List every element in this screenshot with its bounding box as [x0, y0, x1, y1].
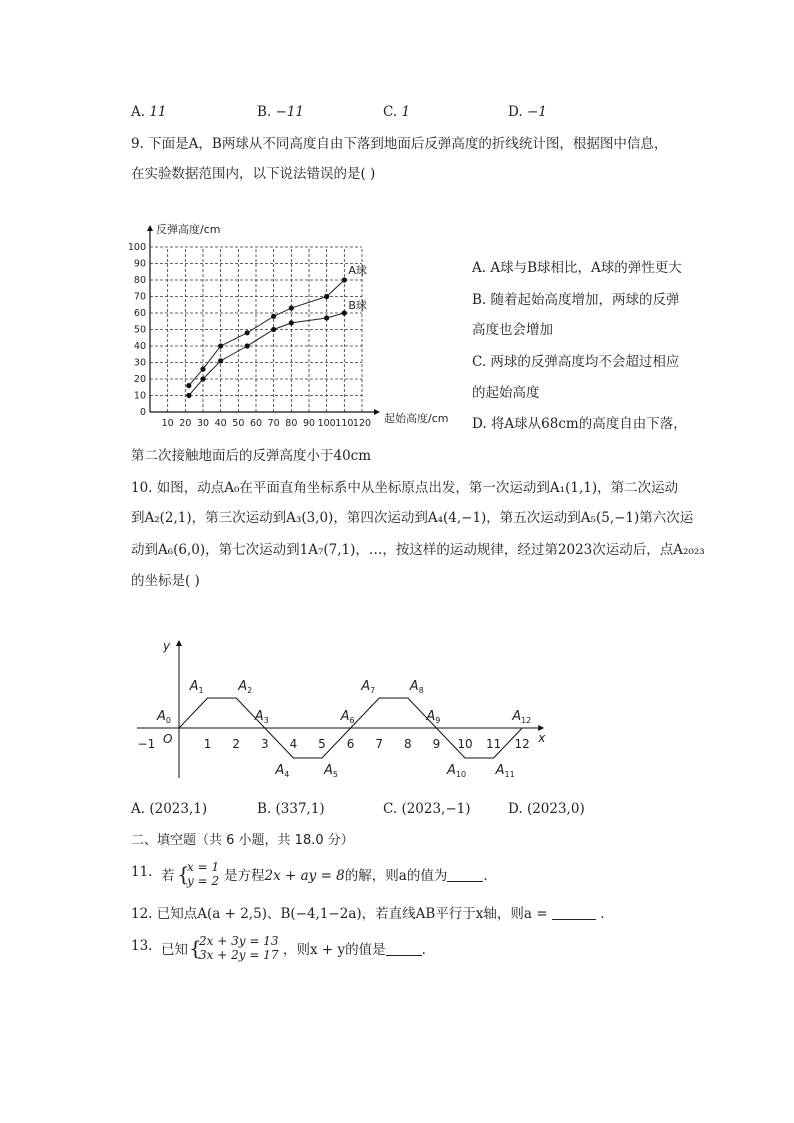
series-b-point [186, 393, 191, 398]
q11-system-line1: x = 1 [187, 860, 220, 874]
series-a-label: A球 [348, 264, 367, 277]
series-a-point [271, 314, 276, 319]
q13-stem: ，则x + y的值是 . [283, 942, 426, 958]
x-tick-label: 7 [375, 737, 384, 751]
point-label-a8: $A_8$ [409, 679, 424, 695]
q13-pre: 已知 [161, 942, 188, 958]
series-a-point [342, 277, 347, 282]
x-tick-label: 20 [179, 418, 192, 429]
q11-number: 11. [131, 864, 153, 880]
q9-option-b-cont: 高度也会增加 [472, 322, 553, 338]
series-b-point [342, 310, 347, 315]
q13-system-line1: 2x + 3y = 13 [199, 934, 279, 948]
q12: 12. 已知点A(a + 2,5)、B(−4,1−2a)，若直线AB平行于x轴，则a = . [131, 906, 605, 922]
x-tick-label: 1 [203, 737, 212, 751]
q10-option-a: A. (2023,1) [131, 801, 208, 817]
x-tick-label: 50 [232, 418, 245, 429]
series-b-label: B球 [348, 299, 367, 312]
y-tick-label: 60 [133, 308, 146, 319]
series-a-point [200, 367, 205, 372]
x-axis-label: x [538, 731, 546, 745]
series-b-point [200, 376, 205, 381]
y-axis-label: y [163, 639, 171, 653]
q8-option-b: B. −11 [257, 104, 305, 120]
series-a-point [218, 343, 223, 348]
point-label-a2: $A_2$ [238, 679, 253, 695]
q8-option-a: A. 11 [131, 104, 167, 120]
q11-pre: 若 [161, 868, 175, 884]
series-b-point [324, 315, 329, 320]
q11-system-line2: y = 2 [187, 874, 220, 888]
x-tick-label: 10 [161, 418, 174, 429]
q9-stem-line1: 9. 下面是A，B两球从不同高度自由下落到地面后反弹高度的折线统计图，根据图中信息， [131, 136, 668, 152]
series-a-point [324, 294, 329, 299]
y-tick-label: 20 [133, 374, 146, 385]
x-axis-arrow [374, 409, 380, 415]
x-tick-label: 5 [318, 737, 326, 751]
y-tick-label: 30 [133, 357, 146, 369]
y-axis-title: 反弹高度/cm [156, 223, 221, 236]
q11-brace: { [177, 862, 190, 886]
series-b-point [218, 358, 223, 363]
q11 [131, 858, 631, 892]
q10-option-c: C. (2023,−1) [383, 801, 471, 817]
x-tick-label: 3 [260, 737, 269, 751]
x-tick-label: 11 [485, 737, 502, 751]
y-tick-label: 70 [133, 291, 146, 303]
x-tick-label: 60 [249, 418, 263, 429]
q13-number: 13. [131, 938, 153, 954]
y-axis-arrow [176, 640, 182, 646]
series-a-point [289, 305, 294, 310]
point-label-a12: $A_{12}$ [512, 709, 532, 725]
y-tick-label: 100 [127, 242, 146, 253]
q8-option-c: C. 1 [383, 104, 411, 120]
series-b-line [189, 313, 344, 396]
q9-option-a: A. A球与B球相比，A球的弹性更大 [472, 260, 682, 276]
series-b-point [245, 343, 250, 348]
y-tick-label: 10 [133, 390, 146, 402]
q13 [131, 932, 631, 966]
x-tick-label: 120 [352, 418, 372, 429]
x-tick-label: 40 [214, 418, 227, 429]
q13-system-line2: 3x + 2y = 17 [199, 948, 279, 962]
y-tick-label: 50 [133, 324, 146, 336]
x-tick-label: 2 [232, 737, 241, 751]
x-tick-label: 9 [432, 737, 441, 751]
series-a-point [186, 383, 191, 388]
x-tick-label: −1 [137, 737, 156, 751]
x-tick-label: 10 [457, 737, 473, 751]
point-label-a10: $A_{10}$ [447, 763, 467, 779]
point-label-a1: $A_1$ [189, 679, 204, 695]
x-tick-label: 110 [335, 418, 354, 429]
series-b-point [271, 327, 276, 332]
q9-option-c: C. 两球的反弹高度均不会超过相应 [472, 354, 680, 370]
q8-option-d: D. −1 [508, 104, 547, 120]
x-tick-label: 6 [346, 737, 355, 751]
q10-stem-line2: 到A₂(2,1)，第三次运动到A₃(3,0)，第四次运动到A₄(4,−1)，第五次运动到A₅(5,−1)第六次运 [131, 510, 694, 526]
point-label-a5: $A_5$ [324, 763, 338, 779]
point-label-a11: $A_{11}$ [495, 763, 515, 779]
x-tick-label: 4 [289, 737, 298, 751]
x-tick-label: 12 [514, 737, 530, 751]
x-tick-label: 8 [403, 737, 412, 751]
q10-stem-line3: 动到A₆(6,0)，第七次运动到1A₇(7,1)，…，按这样的运动规律，经过第2023次运动后，点A₂₀₂₃ [131, 542, 705, 558]
q9-option-d: D. 将A球从68cm的高度自由下落， [472, 416, 687, 432]
x-tick-label: 80 [285, 418, 298, 429]
x-tick-label: 30 [196, 418, 210, 429]
q11-stem: 是方程2x + ay = 8的解，则a的值为 . [224, 868, 488, 884]
point-label-a6: $A_6$ [340, 709, 355, 725]
q10-option-d: D. (2023,0) [508, 801, 585, 817]
q9-option-b: B. 随着起始高度增加，两球的反弹 [472, 292, 680, 308]
x-tick-label: 100 [317, 418, 336, 429]
y-tick-label: 90 [133, 258, 146, 270]
motion-path-diagram [125, 630, 555, 780]
section-heading-fill-in: 二、填空题（共 6 小题，共 18.0 分） [131, 833, 354, 848]
point-label-a9: $A_9$ [426, 709, 441, 725]
q10-option-b: B. (337,1) [257, 801, 325, 817]
origin-label: O [163, 732, 173, 746]
y-tick-label: 40 [133, 341, 146, 352]
point-label-a3: $A_3$ [254, 709, 269, 725]
q9-option-d-cont: 第二次接触地面后的反弹高度小于40cm [131, 448, 372, 464]
q13-brace: { [189, 936, 202, 960]
q10-stem-line4: 的坐标是( ) [131, 573, 200, 589]
x-tick-label: 90 [302, 418, 316, 429]
x-axis-title: 起始高度/cm [384, 412, 449, 425]
point-label-a0: $A_0$ [157, 709, 171, 725]
bounce-height-chart [118, 215, 468, 435]
series-b-point [289, 320, 294, 325]
y-axis-arrow [147, 225, 153, 231]
q9-stem-line2: 在实验数据范围内，以下说法错误的是( ) [131, 166, 376, 182]
point-label-a4: $A_4$ [275, 763, 290, 779]
y-tick-label: 80 [133, 275, 146, 286]
y-tick-label: 0 [139, 407, 146, 418]
x-tick-label: 70 [267, 418, 280, 429]
q9-option-c-cont: 的起始高度 [472, 385, 540, 401]
series-a-point [245, 330, 250, 335]
q10-stem-line1: 10. 如图，动点A₀在平面直角坐标系中从坐标原点出发，第一次运动到A₁(1,1)，第二次运动 [131, 480, 679, 496]
point-label-a7: $A_7$ [361, 679, 376, 695]
